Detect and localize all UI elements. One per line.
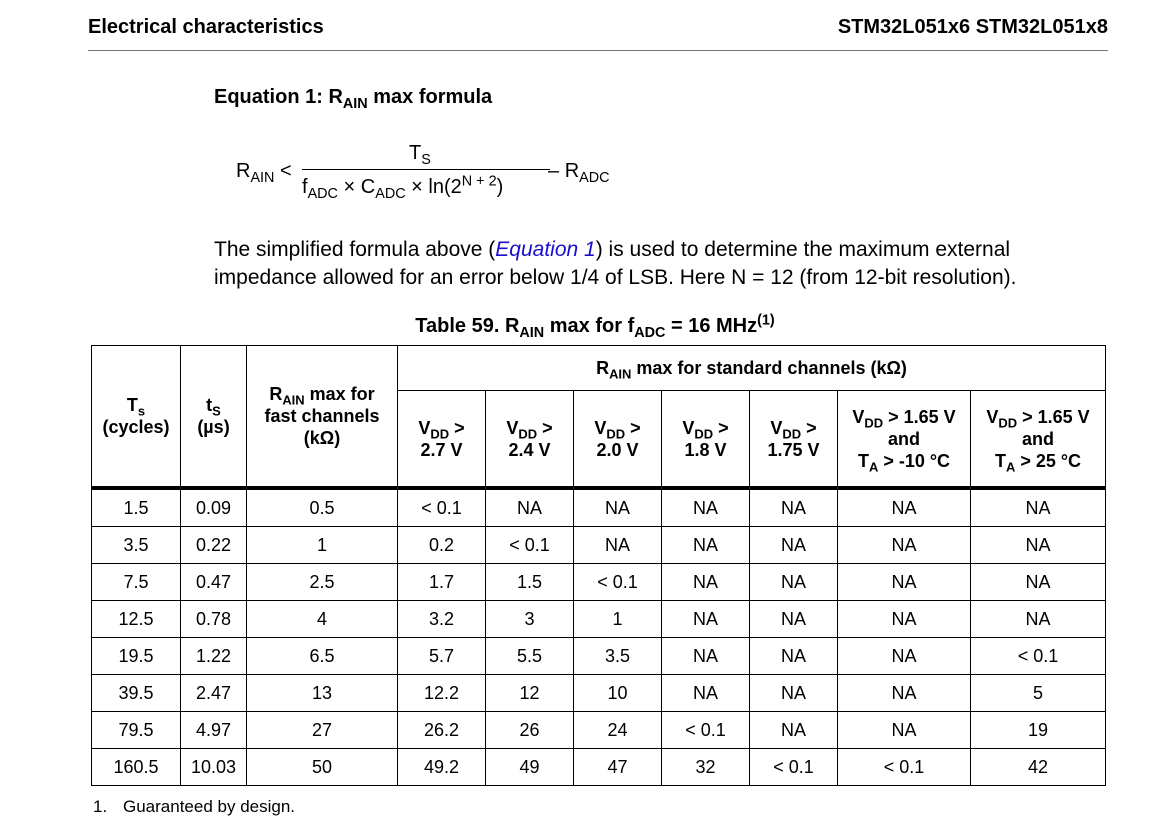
table-cell: 19.5 <box>92 638 181 675</box>
header-vdd-col: $V_{DD}$ > 1.75 V <box>750 391 838 489</box>
formula-numerator: $T_S$ <box>409 142 431 168</box>
table-cell: 0.09 <box>181 488 247 527</box>
table-cell: NA <box>662 488 750 527</box>
table-cell: 32 <box>662 749 750 786</box>
table-cell: 24 <box>574 712 662 749</box>
header-vdd-col: $V_{DD}$ > 2.0 V <box>574 391 662 489</box>
table-cell: 12.2 <box>398 675 486 712</box>
table-cell: < 0.1 <box>486 527 574 564</box>
table-cell: 26 <box>486 712 574 749</box>
table-cell: 2.47 <box>181 675 247 712</box>
table-cell: < 0.1 <box>838 749 971 786</box>
table-cell: 4.97 <box>181 712 247 749</box>
table-row <box>92 488 1106 527</box>
table-cell: NA <box>662 527 750 564</box>
table-cell: 49 <box>486 749 574 786</box>
table-cell: < 0.1 <box>398 488 486 527</box>
table-cell: 1.5 <box>92 488 181 527</box>
header-vdd-col: $V_{DD}$ > 2.4 V <box>486 391 574 489</box>
table-cell: 39.5 <box>92 675 181 712</box>
formula-rhs: – $R_{ADC}$ <box>548 160 610 186</box>
table-cell: 12 <box>486 675 574 712</box>
table-cell: 6.5 <box>247 638 398 675</box>
table-cell: 160.5 <box>92 749 181 786</box>
table-cell: NA <box>750 638 838 675</box>
table-cell: < 0.1 <box>662 712 750 749</box>
table-row <box>92 601 1106 638</box>
table-cell: 0.22 <box>181 527 247 564</box>
header-vdd-ta-col: $V_{DD} > 1.65$ V and $T_A > 25$ °C <box>971 391 1106 489</box>
table-row <box>92 675 1106 712</box>
header-standard-channels: $R_{AIN}$ max for standard channels (kΩ) <box>398 346 1106 391</box>
table-cell: NA <box>838 638 971 675</box>
table-cell: NA <box>750 488 838 527</box>
header-section-title: Electrical characteristics <box>88 16 324 38</box>
table-cell: 26.2 <box>398 712 486 749</box>
rain-max-table <box>91 345 1106 786</box>
table-cell: 10 <box>574 675 662 712</box>
table-cell: 1.5 <box>486 564 574 601</box>
table-cell: 27 <box>247 712 398 749</box>
table-cell: 1.7 <box>398 564 486 601</box>
table-cell: NA <box>750 675 838 712</box>
equation-title: Equation 1: $R_{AIN}$ max formula <box>214 86 493 112</box>
footnote: 1. Guaranteed by design. <box>93 797 296 816</box>
table-row <box>92 749 1106 786</box>
table-cell: 1 <box>574 601 662 638</box>
table-cell: 0.47 <box>181 564 247 601</box>
table-row <box>92 527 1106 564</box>
table-cell: NA <box>662 601 750 638</box>
table-cell: 3.5 <box>92 527 181 564</box>
table-cell: NA <box>662 638 750 675</box>
header-fast-channels: $R_{AIN}$ max for fast channels (kΩ) <box>247 346 398 489</box>
table-cell: < 0.1 <box>574 564 662 601</box>
header-divider <box>88 50 1108 51</box>
table-row <box>92 638 1106 675</box>
formula-lhs: $R_{AIN}$ < <box>236 160 292 186</box>
table-row <box>92 564 1106 601</box>
table-cell: NA <box>838 564 971 601</box>
table-cell: 3 <box>486 601 574 638</box>
table-cell: 5.7 <box>398 638 486 675</box>
table-cell: NA <box>838 527 971 564</box>
table-cell: NA <box>971 564 1106 601</box>
table-cell: NA <box>662 675 750 712</box>
table-cell: 12.5 <box>92 601 181 638</box>
table-caption: Table 59. $R_{AIN}$ max for $f_{ADC} = 16$ MHz$^{(1)}$ <box>415 312 775 341</box>
table-cell: 0.78 <box>181 601 247 638</box>
header-ts-us: $t_S$ (µs) <box>181 346 247 489</box>
table-cell: 7.5 <box>92 564 181 601</box>
formula-fraction-bar <box>302 169 550 170</box>
table-cell: 13 <box>247 675 398 712</box>
table-cell: 2.5 <box>247 564 398 601</box>
table-cell: 5.5 <box>486 638 574 675</box>
header-vdd-col: $V_{DD}$ > 2.7 V <box>398 391 486 489</box>
table-cell: 19 <box>971 712 1106 749</box>
table-cell: 50 <box>247 749 398 786</box>
table-cell: 1.22 <box>181 638 247 675</box>
table-cell: NA <box>971 488 1106 527</box>
table-cell: NA <box>662 564 750 601</box>
table-row <box>92 712 1106 749</box>
table-cell: NA <box>574 527 662 564</box>
rain-max-formula <box>236 140 636 210</box>
table-cell: 0.2 <box>398 527 486 564</box>
header-ts-cycles: $T_s$ (cycles) <box>92 346 181 489</box>
header-vdd-ta-col: $V_{DD} > 1.65$ V and $T_A > -10$ °C <box>838 391 971 489</box>
table-cell: 49.2 <box>398 749 486 786</box>
table-cell: NA <box>750 601 838 638</box>
table-cell: 1 <box>247 527 398 564</box>
table-cell: 79.5 <box>92 712 181 749</box>
table-cell: NA <box>838 601 971 638</box>
table-cell: NA <box>838 488 971 527</box>
table-cell: 0.5 <box>247 488 398 527</box>
table-cell: 3.5 <box>574 638 662 675</box>
header-vdd-col: $V_{DD}$ > 1.8 V <box>662 391 750 489</box>
table-cell: NA <box>750 564 838 601</box>
table-cell: NA <box>750 527 838 564</box>
table-cell: < 0.1 <box>750 749 838 786</box>
table-cell: 4 <box>247 601 398 638</box>
table-cell: NA <box>838 712 971 749</box>
header-part-numbers: STM32L051x6 STM32L051x8 <box>837 16 1108 38</box>
body-paragraph: The simplified formula above (Equation 1) is used to determine the maximum external impedance allowed for an error below 1/4 of LSB. Here N = 12 (from 12-bit resolution). <box>214 238 1017 289</box>
table-cell: NA <box>574 488 662 527</box>
formula-denominator: $f_{ADC} \times C_{ADC} \times \ln(2^{N + 2})$ <box>302 173 504 202</box>
table-cell: 42 <box>971 749 1106 786</box>
table-cell: 3.2 <box>398 601 486 638</box>
table-cell: NA <box>750 712 838 749</box>
footnote-ref[interactable]: (1) <box>757 312 775 329</box>
table-cell: NA <box>838 675 971 712</box>
equation-1-link[interactable]: Equation 1 <box>495 238 596 261</box>
table-cell: 5 <box>971 675 1106 712</box>
table-cell: 10.03 <box>181 749 247 786</box>
table-cell: 47 <box>574 749 662 786</box>
table-cell: < 0.1 <box>971 638 1106 675</box>
table-cell: NA <box>971 527 1106 564</box>
table-cell: NA <box>971 601 1106 638</box>
table-cell: NA <box>486 488 574 527</box>
